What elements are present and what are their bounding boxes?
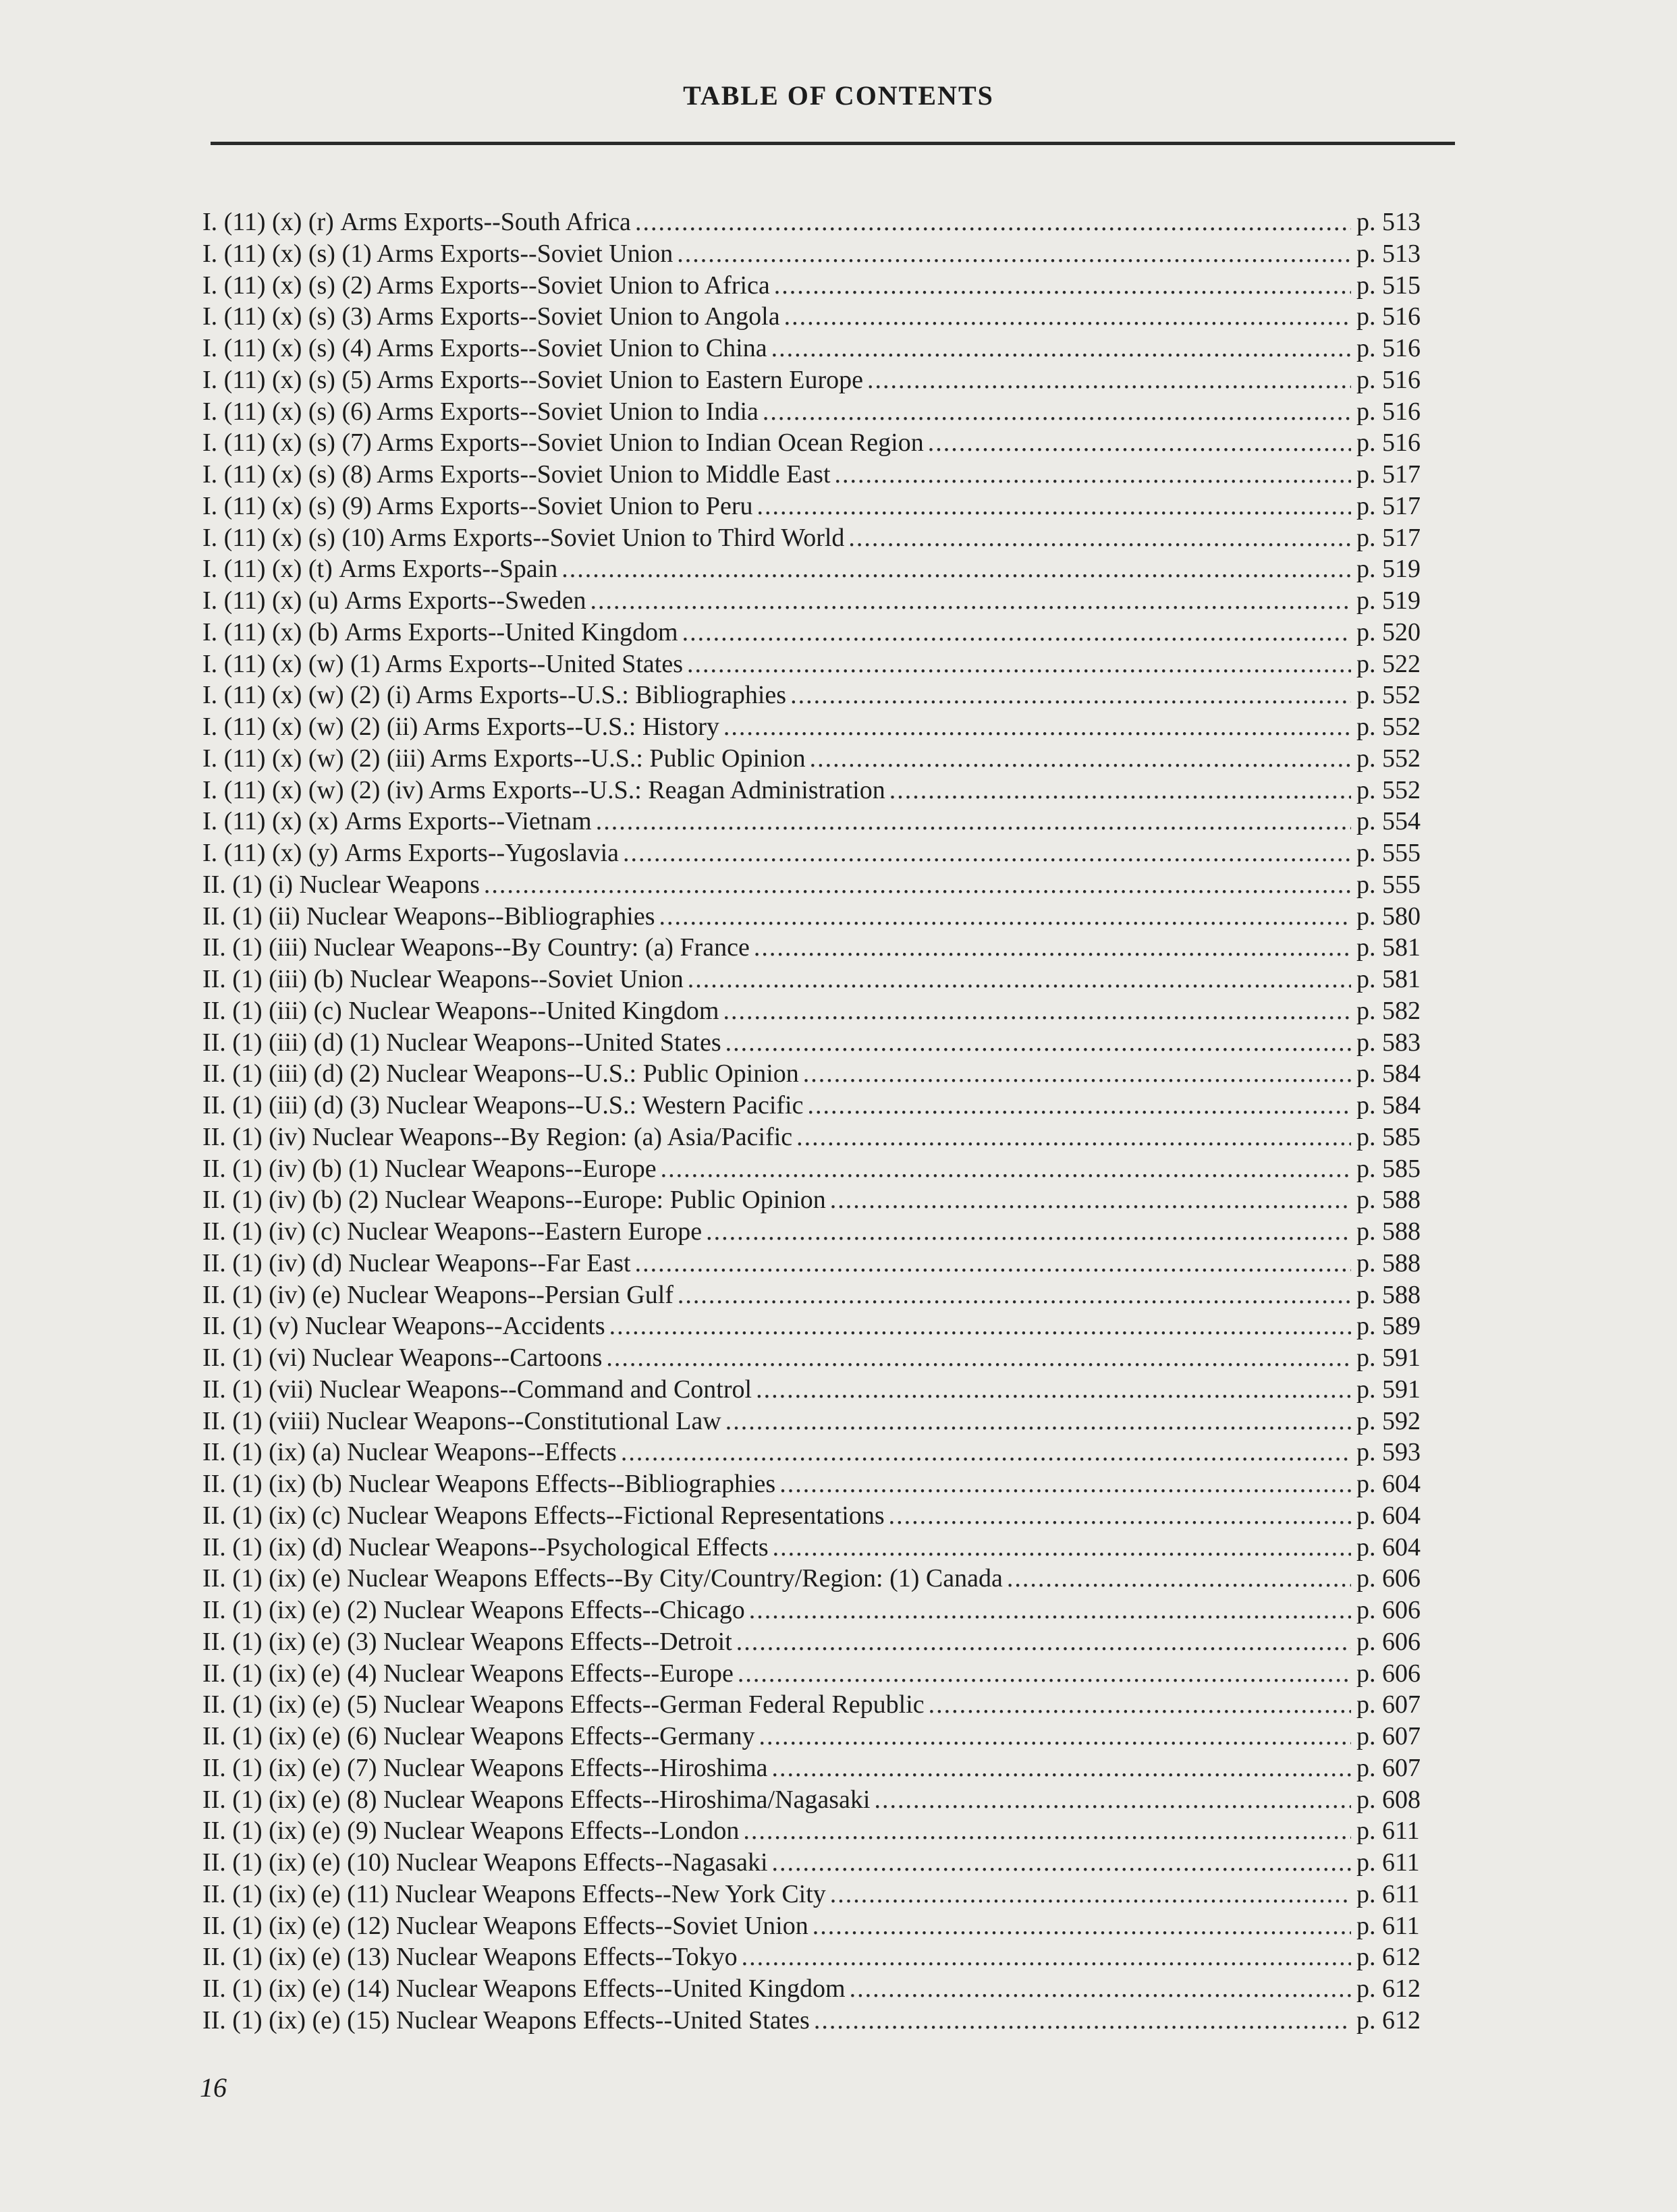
toc-entry-prefix: II. (1) (ix) (e) [202,1564,348,1593]
toc-entry-page: p. 607 [1356,1753,1421,1782]
title-divider [211,142,1455,145]
toc-entry-title: Arms Exports--Yugoslavia [344,839,620,867]
dot-leader [688,964,1351,995]
toc-entry-title: Nuclear Weapons--United Kingdom [348,996,719,1025]
toc-entry-prefix: II. (1) (ii) [202,902,307,931]
dot-leader [830,1184,1351,1216]
toc-entry-title: (12) Nuclear Weapons Effects--Soviet Union [347,1911,808,1940]
dot-leader [561,553,1351,585]
toc-entry [202,1626,1444,1658]
toc-entry-title: (9) Nuclear Weapons Effects--London [347,1817,740,1846]
dot-leader [774,270,1351,302]
toc-entry-page: p. 606 [1356,1596,1421,1624]
toc-entry [202,837,1444,869]
dot-leader [606,1342,1351,1374]
toc-entry-page: p. 611 [1356,1817,1420,1846]
toc-entry-page: p. 585 [1356,1154,1421,1183]
toc-entry-title: (1) Nuclear Weapons--United States [350,1028,721,1057]
toc-entry-title: Nuclear Weapons Effects--Bibliographies [348,1470,776,1498]
toc-entry [202,1310,1444,1342]
toc-entry-title: (2) (iv) Arms Exports--U.S.: Reagan Administration [350,775,885,804]
toc-entry [202,1563,1444,1595]
toc-entry [202,427,1444,459]
toc-entry [202,553,1444,585]
toc-entry-prefix: II. (1) (iv) (b) [202,1186,349,1215]
toc-entry-title: Nuclear Weapons--Bibliographies [306,902,655,931]
toc-entry-prefix: II. (1) (ix) (d) [202,1532,349,1561]
toc-entry-page: p. 555 [1356,870,1421,899]
toc-entry [202,617,1444,648]
dot-leader [848,522,1351,554]
toc-entry-prefix: II. (1) (i) [202,870,300,899]
toc-entry [202,2005,1444,2037]
toc-entry [202,1279,1444,1311]
dot-leader [1007,1563,1351,1595]
toc-entry [202,1815,1444,1847]
dot-leader [835,459,1351,491]
toc-entry-page: p. 554 [1356,807,1421,836]
toc-entry-page: p. 604 [1356,1532,1421,1561]
toc-entry-page: p. 581 [1356,965,1421,993]
toc-entry-page: p. 593 [1356,1438,1421,1467]
toc-entry-page: p. 592 [1356,1406,1421,1435]
dot-leader [736,1626,1351,1658]
toc-entry-page: p. 515 [1356,271,1421,300]
toc-entry-prefix: I. (11) (x) (s) [202,365,342,394]
toc-entry-page: p. 517 [1356,460,1421,489]
dot-leader [771,333,1351,364]
toc-entry-prefix: II. (1) (vii) [202,1375,320,1404]
toc-entry-page: p. 516 [1356,428,1421,458]
toc-entry-page: p. 580 [1356,902,1421,931]
toc-entry-prefix: I. (11) (x) (s) [202,491,342,520]
toc-entry [202,1090,1444,1122]
toc-entry [202,1122,1444,1153]
toc-entry-title: (13) Nuclear Weapons Effects--Tokyo [347,1943,738,1972]
toc-entry-prefix: II. (1) (iv) (d) [202,1248,349,1277]
toc-entry-title: (3) Nuclear Weapons--U.S.: Western Pacific [350,1091,804,1119]
toc-entry-title: Nuclear Weapons--Soviet Union [350,965,684,993]
dot-leader [757,491,1351,522]
toc-entry-title: Arms Exports--South Africa [340,208,631,236]
toc-entry [202,1406,1444,1437]
toc-entry-prefix: II. (1) (ix) (e) [202,1943,348,1972]
toc-entry-prefix: I. (11) (x) (w) [202,775,351,804]
toc-entry-title: (8) Nuclear Weapons Effects--Hiroshima/Nagasaki [347,1785,871,1814]
toc-entry [202,1374,1444,1406]
toc-entry-prefix: II. (1) (ix) (e) [202,1627,348,1656]
toc-entry-page: p. 612 [1356,1943,1421,1972]
toc-entry [202,1784,1444,1816]
toc-entry-page: p. 582 [1356,996,1421,1025]
toc-entry-prefix: II. (1) (ix) (e) [202,1659,348,1688]
toc-entry-prefix: II. (1) (iv) (c) [202,1217,348,1246]
toc-entry [202,1595,1444,1626]
dot-leader [659,901,1351,933]
toc-entry-page: p. 513 [1356,208,1421,236]
toc-entry-prefix: II. (1) (iii) (c) [202,996,349,1025]
toc-entry-prefix: II. (1) (ix) (e) [202,1911,348,1940]
dot-leader [889,1500,1351,1532]
toc-entry-title: Nuclear Weapons--Accidents [304,1312,605,1341]
dot-leader [484,869,1351,901]
toc-entry [202,1532,1444,1564]
toc-entry [202,1941,1444,1973]
toc-entry-title: (2) (iii) Arms Exports--U.S.: Public Opinion [350,744,806,773]
toc-entry-page: p. 608 [1356,1785,1421,1814]
toc-entry-title: (2) (ii) Arms Exports--U.S.: History [350,713,719,741]
dot-leader [682,617,1351,648]
toc-entry [202,932,1444,964]
dot-leader [609,1310,1351,1342]
dot-leader [928,427,1351,459]
toc-entry [202,1910,1444,1942]
toc-list [202,206,1444,2037]
toc-entry-page: p. 581 [1356,933,1421,962]
toc-entry-page: p. 552 [1356,681,1421,710]
toc-entry-page: p. 611 [1356,1848,1420,1877]
dot-leader [807,1090,1351,1122]
toc-entry-prefix: II. (1) (iii) [202,933,314,962]
dot-leader [687,648,1351,680]
toc-entry-prefix: II. (1) (ix) (b) [202,1470,349,1498]
toc-entry [202,1342,1444,1374]
toc-entry-page: p. 516 [1356,334,1421,362]
toc-entry-title: (6) Arms Exports--Soviet Union to India [341,397,759,426]
toc-entry-prefix: I. (11) (x) (s) [202,271,342,300]
dot-leader [810,743,1351,775]
toc-entry-prefix: II. (1) (ix) (e) [202,1753,348,1782]
toc-entry [202,1752,1444,1784]
dot-leader [738,1658,1351,1690]
toc-entry-prefix: II. (1) (ix) (c) [202,1501,348,1530]
toc-entry [202,522,1444,554]
dot-leader [796,1122,1351,1153]
toc-entry [202,270,1444,302]
toc-entry-title: Nuclear Weapons Effects--Fictional Representations [347,1501,885,1530]
toc-entry-prefix: I. (11) (x) (b) [202,617,345,646]
toc-entry-page: p. 584 [1356,1059,1421,1088]
toc-entry-page: p. 552 [1356,713,1421,741]
toc-entry [202,1153,1444,1185]
toc-entry-prefix: II. (1) (ix) (e) [202,1817,348,1846]
toc-entry-prefix: II. (1) (viii) [202,1406,327,1435]
toc-entry-title: (10) Arms Exports--Soviet Union to Third World [341,523,845,552]
toc-entry [202,396,1444,428]
toc-entry-page: p. 591 [1356,1344,1421,1372]
dot-leader [830,1879,1351,1910]
toc-entry-prefix: II. (1) (vi) [202,1344,312,1372]
toc-entry-title: Nuclear Weapons--Persian Gulf [347,1280,673,1309]
dot-leader [678,1279,1351,1311]
toc-entry-title: (4) Arms Exports--Soviet Union to China [341,334,767,362]
toc-entry-prefix: I. (11) (x) (w) [202,681,351,710]
toc-entry [202,333,1444,364]
dot-leader [621,1437,1351,1468]
toc-entry-title: Nuclear Weapons--Eastern Europe [347,1217,703,1246]
toc-entry-prefix: II. (1) (iv) (e) [202,1280,348,1309]
toc-entry-page: p. 611 [1356,1879,1420,1908]
toc-entry-prefix: II. (1) (ix) (e) [202,1690,348,1719]
dot-leader [677,238,1351,270]
toc-entry-title: (1) Arms Exports--Soviet Union [341,239,673,268]
toc-entry-title: Arms Exports--Sweden [344,586,586,615]
toc-entry-title: Nuclear Weapons--Far East [348,1248,631,1277]
toc-entry-prefix: I. (11) (x) (x) [202,807,345,836]
dot-leader [889,775,1351,806]
toc-entry [202,1721,1444,1752]
toc-entry-prefix: II. (1) (ix) (e) [202,1596,348,1624]
toc-entry [202,964,1444,995]
toc-entry-page: p. 588 [1356,1217,1421,1246]
toc-entry-title: Nuclear Weapons--By Region: (a) Asia/Pacific [312,1122,793,1151]
toc-entry [202,1658,1444,1690]
toc-entry-page: p. 588 [1356,1280,1421,1309]
toc-entry [202,585,1444,617]
toc-entry [202,711,1444,743]
dot-leader [743,1815,1351,1847]
toc-entry-page: p. 519 [1356,555,1421,584]
toc-entry-prefix: I. (11) (x) (s) [202,397,342,426]
toc-entry-page: p. 606 [1356,1627,1421,1656]
dot-leader [929,1689,1351,1721]
toc-entry-prefix: I. (11) (x) (r) [202,208,341,236]
toc-entry [202,1468,1444,1500]
toc-entry-title: (4) Nuclear Weapons Effects--Europe [347,1659,734,1688]
toc-entry-title: Nuclear Weapons Effects--By City/Country/Region: (1) Canada [347,1564,1003,1593]
dot-leader [784,301,1351,333]
toc-entry [202,1248,1444,1279]
toc-entry-prefix: I. (11) (x) (s) [202,428,342,458]
toc-entry [202,806,1444,837]
toc-entry [202,1184,1444,1216]
dot-leader [779,1468,1351,1500]
toc-entry-page: p. 606 [1356,1564,1421,1593]
toc-entry [202,364,1444,396]
toc-entry-prefix: II. (1) (iii) (d) [202,1091,350,1119]
toc-entry-title: (7) Arms Exports--Soviet Union to Indian Ocean Region [341,428,924,458]
toc-entry-prefix: I. (11) (x) (s) [202,523,342,552]
toc-entry-title: (3) Arms Exports--Soviet Union to Angola [341,302,780,331]
toc-entry-title: Arms Exports--Vietnam [344,807,592,836]
dot-leader [754,932,1351,964]
page-title: TABLE OF CONTENTS [683,80,994,111]
toc-entry-title: (9) Arms Exports--Soviet Union to Peru [341,491,753,520]
toc-entry-prefix: II. (1) (iii) (d) [202,1059,350,1088]
toc-entry-title: (15) Nuclear Weapons Effects--United States [347,2006,810,2035]
toc-entry-page: p. 589 [1356,1312,1421,1341]
toc-entry [202,1847,1444,1879]
toc-entry-page: p. 513 [1356,239,1421,268]
toc-entry-prefix: I. (11) (x) (s) [202,302,342,331]
toc-entry-page: p. 607 [1356,1690,1421,1719]
dot-leader [635,1248,1351,1279]
dot-leader [867,364,1351,396]
toc-entry-title: Nuclear Weapons--Psychological Effects [348,1532,769,1561]
toc-entry-page: p. 552 [1356,744,1421,773]
toc-entry-title: Nuclear Weapons--Effects [347,1438,617,1467]
toc-entry-page: p. 585 [1356,1122,1421,1151]
toc-entry [202,206,1444,238]
toc-entry-title: (2) Nuclear Weapons Effects--Chicago [347,1596,745,1624]
dot-leader [803,1058,1351,1090]
toc-entry-prefix: I. (11) (x) (t) [202,555,339,584]
toc-entry-page: p. 516 [1356,302,1421,331]
toc-entry-title: (11) Nuclear Weapons Effects--New York City [347,1879,826,1908]
toc-entry-prefix: II. (1) (ix) (a) [202,1438,348,1467]
toc-entry [202,743,1444,775]
toc-entry-page: p. 604 [1356,1470,1421,1498]
toc-entry [202,1689,1444,1721]
toc-entry-page: p. 607 [1356,1722,1421,1750]
dot-leader [725,1027,1351,1059]
page-number: 16 [200,2072,227,2103]
dot-leader [725,1406,1351,1437]
dot-leader [850,1973,1351,2005]
toc-entry-title: Nuclear Weapons--Constitutional Law [326,1406,721,1435]
toc-entry-title: (2) (i) Arms Exports--U.S.: Bibliographies [350,681,787,710]
dot-leader [706,1216,1351,1248]
toc-entry-title: (2) Nuclear Weapons--U.S.: Public Opinion [350,1059,799,1088]
toc-entry-page: p. 517 [1356,523,1421,552]
toc-entry-title: Arms Exports--Spain [339,555,558,584]
toc-entry-title: (3) Nuclear Weapons Effects--Detroit [347,1627,732,1656]
toc-entry [202,1973,1444,2005]
toc-entry-prefix: II. (1) (iii) (b) [202,965,350,993]
toc-entry [202,869,1444,901]
toc-entry [202,1500,1444,1532]
toc-entry-title: (5) Arms Exports--Soviet Union to Eastern Europe [341,365,863,394]
dot-leader [772,1752,1351,1784]
toc-entry [202,680,1444,711]
dot-leader [723,711,1351,743]
toc-entry [202,1058,1444,1090]
toc-entry-prefix: I. (11) (x) (w) [202,744,351,773]
dot-leader [772,1847,1352,1879]
toc-entry-title: Nuclear Weapons--Command and Control [319,1375,752,1404]
dot-leader [813,1910,1351,1942]
toc-entry [202,648,1444,680]
toc-entry-page: p. 516 [1356,397,1421,426]
toc-entry-title: (10) Nuclear Weapons Effects--Nagasaki [347,1848,768,1877]
dot-leader [814,2005,1351,2037]
toc-entry-page: p. 588 [1356,1248,1421,1277]
toc-entry-title: (1) Arms Exports--United States [350,649,683,678]
toc-entry-title: (2) Arms Exports--Soviet Union to Africa [341,271,770,300]
toc-entry-page: p. 612 [1356,1974,1421,2003]
dot-leader [756,1374,1351,1406]
dot-leader [635,206,1351,238]
toc-entry-title: (5) Nuclear Weapons Effects--German Federal Republic [347,1690,925,1719]
toc-entry [202,995,1444,1027]
toc-entry-prefix: I. (11) (x) (w) [202,649,351,678]
toc-entry-prefix: II. (1) (ix) (e) [202,1785,348,1814]
toc-entry-title: Nuclear Weapons--Cartoons [312,1344,603,1372]
toc-entry-prefix: II. (1) (ix) (e) [202,2006,348,2035]
toc-entry-page: p. 517 [1356,491,1421,520]
toc-entry-prefix: II. (1) (v) [202,1312,305,1341]
toc-entry [202,459,1444,491]
toc-entry-prefix: II. (1) (iii) (d) [202,1028,350,1057]
toc-entry-prefix: II. (1) (iv) (b) [202,1154,349,1183]
toc-entry-title: (14) Nuclear Weapons Effects--United Kingdom [347,1974,846,2003]
toc-entry-page: p. 606 [1356,1659,1421,1688]
toc-entry-prefix: I. (11) (x) (w) [202,713,351,741]
dot-leader [596,806,1351,837]
toc-entry [202,1216,1444,1248]
toc-entry-prefix: I. (11) (x) (y) [202,839,345,867]
dot-leader [742,1941,1351,1973]
toc-entry-prefix: II. (1) (ix) (e) [202,1879,348,1908]
toc-entry-prefix: I. (11) (x) (u) [202,586,345,615]
toc-entry-page: p. 583 [1356,1028,1421,1057]
toc-entry-page: p. 588 [1356,1186,1421,1215]
toc-entry-page: p. 552 [1356,775,1421,804]
toc-entry-page: p. 520 [1356,617,1421,646]
toc-entry-page: p. 612 [1356,2006,1421,2035]
toc-entry-page: p. 519 [1356,586,1421,615]
toc-entry-prefix: I. (11) (x) (s) [202,239,342,268]
dot-leader [749,1595,1351,1626]
toc-entry-page: p. 584 [1356,1091,1421,1119]
toc-entry-prefix: I. (11) (x) (s) [202,334,342,362]
toc-entry-prefix: I. (11) (x) (s) [202,460,342,489]
toc-entry-prefix: II. (1) (ix) (e) [202,1974,348,2003]
toc-entry-title: (6) Nuclear Weapons Effects--Germany [347,1722,755,1750]
dot-leader [763,396,1351,428]
toc-entry [202,1879,1444,1910]
toc-entry-page: p. 555 [1356,839,1421,867]
toc-entry-page: p. 591 [1356,1375,1421,1404]
dot-leader [623,837,1351,869]
toc-entry-title: (8) Arms Exports--Soviet Union to Middle East [341,460,831,489]
dot-leader [759,1721,1352,1752]
toc-entry [202,491,1444,522]
dot-leader [590,585,1351,617]
toc-entry [202,1437,1444,1468]
toc-entry-page: p. 522 [1356,649,1421,678]
dot-leader [874,1784,1351,1816]
dot-leader [661,1153,1351,1185]
toc-entry-title: Nuclear Weapons [299,870,480,899]
toc-entry [202,301,1444,333]
toc-entry-page: p. 611 [1356,1911,1420,1940]
toc-entry-title: (1) Nuclear Weapons--Europe [348,1154,657,1183]
toc-entry [202,901,1444,933]
dot-leader [790,680,1351,711]
toc-entry [202,238,1444,270]
toc-entry-title: (2) Nuclear Weapons--Europe: Public Opinion [348,1186,826,1215]
dot-leader [723,995,1351,1027]
toc-entry [202,1027,1444,1059]
toc-entry-page: p. 604 [1356,1501,1421,1530]
toc-entry-prefix: II. (1) (ix) (e) [202,1848,348,1877]
toc-entry-title: (7) Nuclear Weapons Effects--Hiroshima [347,1753,768,1782]
toc-entry-page: p. 516 [1356,365,1421,394]
toc-entry-title: Arms Exports--United Kingdom [344,617,678,646]
toc-entry [202,775,1444,806]
toc-entry-title: Nuclear Weapons--By Country: (a) France [313,933,750,962]
toc-entry-prefix: II. (1) (ix) (e) [202,1722,348,1750]
dot-leader [773,1532,1351,1564]
toc-entry-prefix: II. (1) (iv) [202,1122,312,1151]
